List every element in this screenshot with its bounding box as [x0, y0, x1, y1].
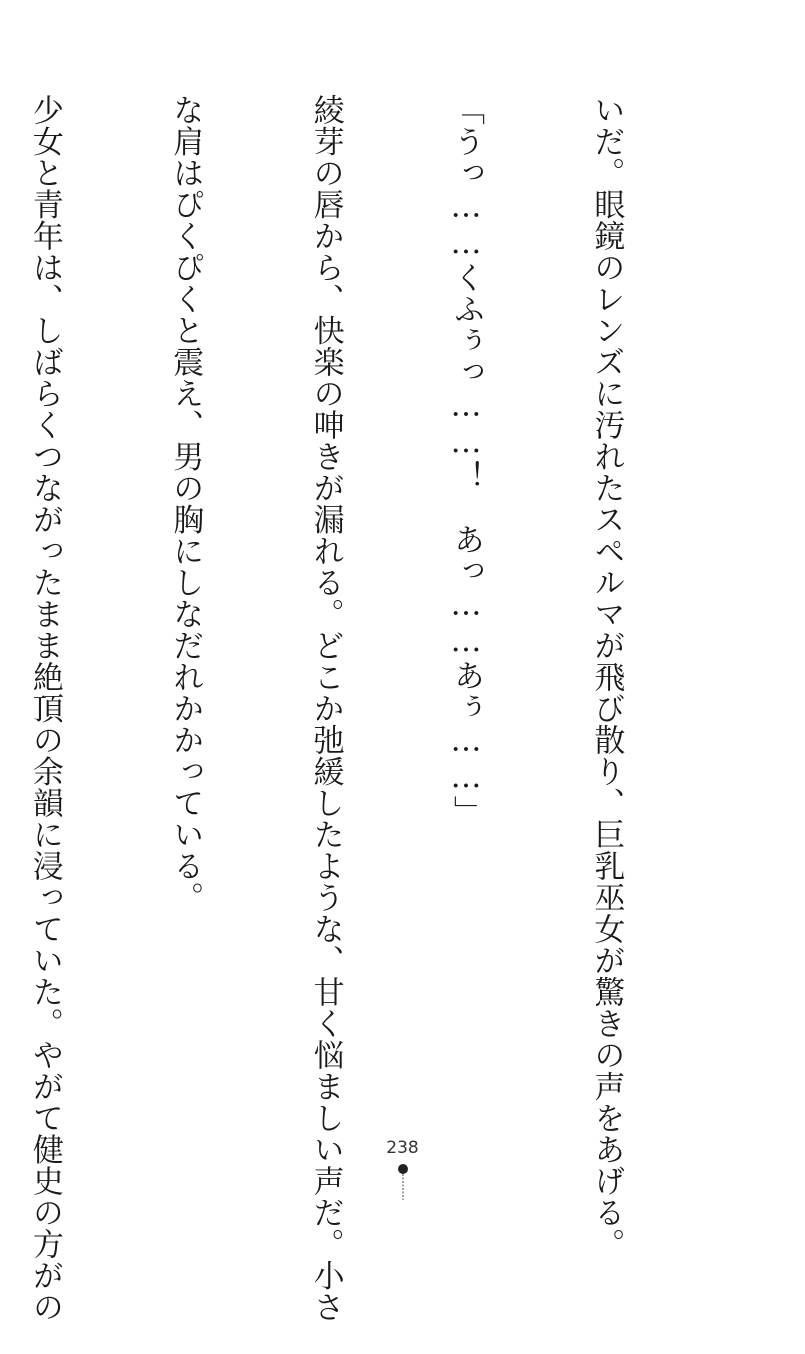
text-line: 少女と青年は、しばらくつながったまま絶頂の余韻に浸っていた。やがて健史の方がの	[26, 94, 63, 1323]
text-line: 綾芽の唇から、快楽の呻きが漏れる。どこか弛緩したような、甘く悩ましい声だ。小さ	[307, 94, 344, 1323]
page-number: 238	[386, 1138, 419, 1158]
text-line: いだ。眼鏡のレンズに汚れたスペルマが飛び散り、巨乳巫女が驚きの声をあげる。	[588, 94, 625, 1260]
text-line: 「うっ……くふぅっ……！ あっ……あぅ……」	[448, 94, 485, 827]
text-line: な肩はぴくぴくと震え、男の胸にしなだれかかっている。	[167, 94, 204, 913]
page-ornament-icon	[397, 1163, 409, 1200]
